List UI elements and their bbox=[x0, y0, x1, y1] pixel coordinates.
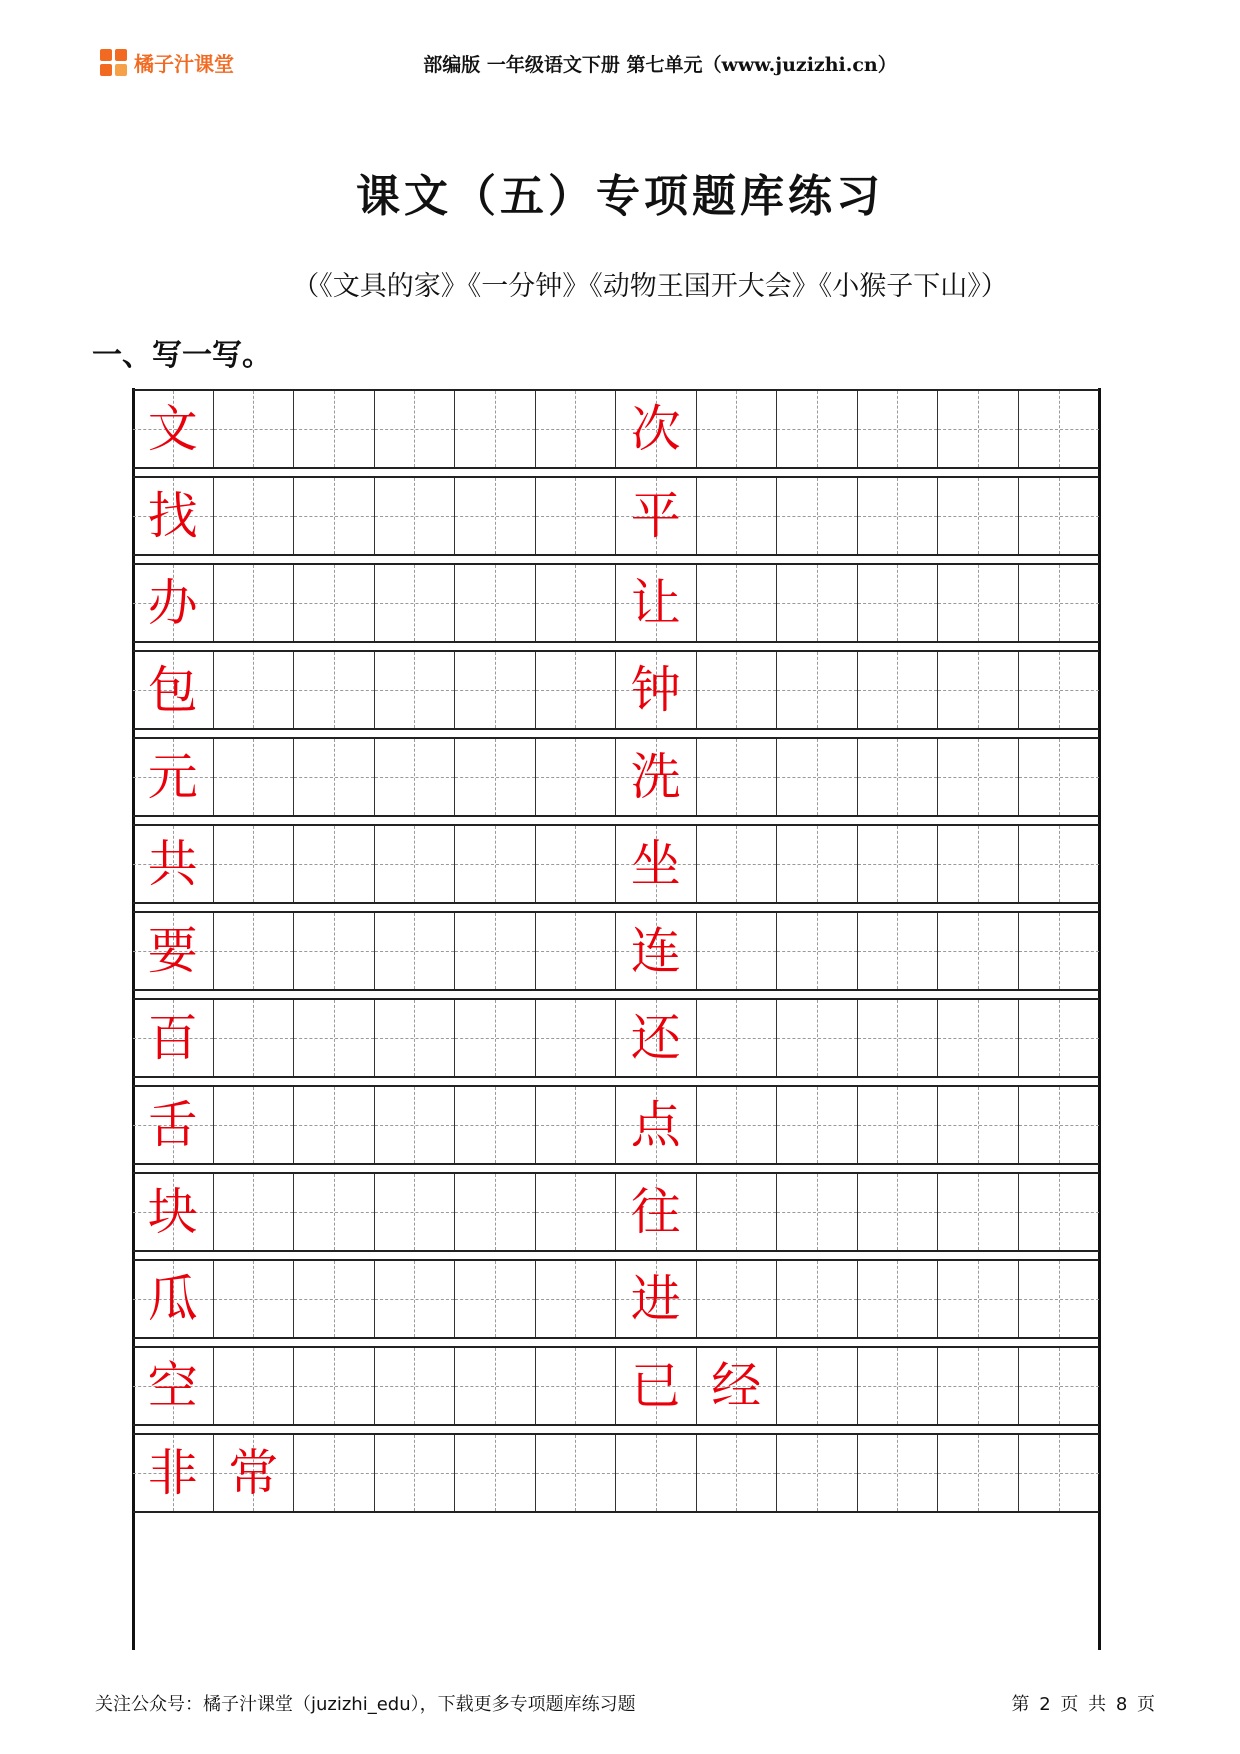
practice-cell[interactable] bbox=[294, 1261, 375, 1337]
practice-cell[interactable] bbox=[455, 652, 536, 728]
practice-cell[interactable] bbox=[777, 478, 858, 554]
practice-cell[interactable] bbox=[455, 826, 536, 902]
practice-cell[interactable] bbox=[133, 391, 214, 467]
practice-cell[interactable] bbox=[697, 1087, 778, 1163]
practice-cell[interactable] bbox=[455, 391, 536, 467]
practice-cell[interactable] bbox=[375, 739, 456, 815]
model-character: 瓜 bbox=[147, 1270, 198, 1328]
practice-cell[interactable] bbox=[616, 913, 697, 989]
practice-cell[interactable] bbox=[133, 652, 214, 728]
model-character: 文 bbox=[147, 400, 198, 458]
practice-cell[interactable] bbox=[777, 652, 858, 728]
practice-cell[interactable] bbox=[133, 1348, 214, 1424]
model-character: 空 bbox=[147, 1357, 198, 1415]
practice-cell[interactable] bbox=[858, 1174, 939, 1250]
model-character: 共 bbox=[147, 835, 198, 893]
practice-cell[interactable] bbox=[938, 1261, 1019, 1337]
practice-cell[interactable] bbox=[938, 1174, 1019, 1250]
practice-cell[interactable] bbox=[697, 1435, 778, 1511]
practice-cell[interactable] bbox=[294, 652, 375, 728]
practice-cell[interactable] bbox=[938, 1000, 1019, 1076]
model-character: 平 bbox=[630, 487, 681, 545]
practice-row bbox=[133, 476, 1099, 556]
practice-row bbox=[133, 389, 1099, 469]
practice-cell[interactable] bbox=[214, 913, 295, 989]
practice-cell[interactable] bbox=[133, 1174, 214, 1250]
practice-cell[interactable] bbox=[375, 1348, 456, 1424]
model-character: 舌 bbox=[147, 1096, 198, 1154]
practice-cell[interactable] bbox=[214, 1261, 295, 1337]
practice-cell[interactable] bbox=[1019, 652, 1100, 728]
practice-cell[interactable] bbox=[938, 565, 1019, 641]
practice-cell[interactable] bbox=[294, 1435, 375, 1511]
header-title: 部编版 一年级语文下册 第七单元（www.juzizhi.cn） bbox=[423, 54, 897, 76]
practice-cell[interactable] bbox=[1019, 1261, 1100, 1337]
practice-cell[interactable] bbox=[938, 1087, 1019, 1163]
practice-cell[interactable] bbox=[616, 1435, 697, 1511]
practice-cell[interactable] bbox=[536, 1174, 617, 1250]
practice-cell[interactable] bbox=[616, 391, 697, 467]
practice-cell[interactable] bbox=[858, 1261, 939, 1337]
practice-cell[interactable] bbox=[133, 1087, 214, 1163]
practice-cell[interactable] bbox=[1019, 913, 1100, 989]
practice-row bbox=[133, 1346, 1099, 1426]
practice-cell[interactable] bbox=[938, 826, 1019, 902]
practice-cell[interactable] bbox=[375, 913, 456, 989]
practice-cell[interactable] bbox=[455, 739, 536, 815]
practice-cell[interactable] bbox=[697, 913, 778, 989]
practice-cell[interactable] bbox=[455, 1348, 536, 1424]
practice-cell[interactable] bbox=[777, 1174, 858, 1250]
practice-cell[interactable] bbox=[294, 565, 375, 641]
practice-cell[interactable] bbox=[294, 739, 375, 815]
practice-cell[interactable] bbox=[938, 913, 1019, 989]
practice-row bbox=[133, 650, 1099, 730]
practice-cell[interactable] bbox=[777, 1435, 858, 1511]
model-character: 常 bbox=[228, 1444, 279, 1502]
practice-cell[interactable] bbox=[697, 739, 778, 815]
practice-cell[interactable] bbox=[133, 1435, 214, 1511]
page-number: 第 2 页 共 8 页 bbox=[1011, 1694, 1155, 1715]
practice-cell[interactable] bbox=[777, 565, 858, 641]
practice-cell[interactable] bbox=[133, 1261, 214, 1337]
practice-cell[interactable] bbox=[536, 826, 617, 902]
practice-cell[interactable] bbox=[536, 391, 617, 467]
practice-cell[interactable] bbox=[133, 826, 214, 902]
practice-cell[interactable] bbox=[214, 1174, 295, 1250]
practice-cell[interactable] bbox=[536, 1435, 617, 1511]
section-heading: 一、写一写。 bbox=[92, 338, 272, 373]
practice-row bbox=[133, 911, 1099, 991]
footer-note: 关注公众号：橘子汁课堂（juzizhi_edu），下载更多专项题库练习题 bbox=[95, 1694, 636, 1715]
practice-cell[interactable] bbox=[455, 565, 536, 641]
practice-cell[interactable] bbox=[455, 1000, 536, 1076]
practice-cell[interactable] bbox=[375, 1000, 456, 1076]
practice-cell[interactable] bbox=[536, 739, 617, 815]
practice-cell[interactable] bbox=[294, 478, 375, 554]
practice-cell[interactable] bbox=[214, 1000, 295, 1076]
practice-cell[interactable] bbox=[375, 391, 456, 467]
model-character: 包 bbox=[147, 661, 198, 719]
practice-cell[interactable] bbox=[133, 565, 214, 641]
model-character: 还 bbox=[630, 1009, 681, 1067]
practice-cell[interactable] bbox=[294, 826, 375, 902]
practice-cell[interactable] bbox=[294, 1348, 375, 1424]
model-character: 找 bbox=[147, 487, 198, 545]
practice-cell[interactable] bbox=[375, 1174, 456, 1250]
practice-cell[interactable] bbox=[455, 1174, 536, 1250]
practice-cell[interactable] bbox=[858, 652, 939, 728]
practice-cell[interactable] bbox=[858, 478, 939, 554]
practice-cell[interactable] bbox=[858, 1348, 939, 1424]
practice-cell[interactable] bbox=[375, 652, 456, 728]
practice-cell[interactable] bbox=[777, 913, 858, 989]
practice-cell[interactable] bbox=[1019, 1087, 1100, 1163]
practice-cell[interactable] bbox=[777, 1000, 858, 1076]
practice-cell[interactable] bbox=[1019, 739, 1100, 815]
model-character: 钟 bbox=[630, 661, 681, 719]
model-character: 洗 bbox=[630, 748, 681, 806]
practice-cell[interactable] bbox=[858, 565, 939, 641]
practice-row bbox=[133, 1085, 1099, 1165]
practice-cell[interactable] bbox=[536, 1261, 617, 1337]
model-character: 元 bbox=[147, 748, 198, 806]
practice-cell[interactable] bbox=[616, 1000, 697, 1076]
practice-cell[interactable] bbox=[375, 1261, 456, 1337]
practice-cell[interactable] bbox=[214, 1348, 295, 1424]
model-character: 进 bbox=[630, 1270, 681, 1328]
practice-cell[interactable] bbox=[616, 478, 697, 554]
lesson-list-subtitle: （《文具的家》《一分钟》《动物王国开大会》《小猴子下山》） bbox=[292, 271, 1008, 302]
practice-cell[interactable] bbox=[1019, 478, 1100, 554]
practice-cell[interactable] bbox=[697, 1348, 778, 1424]
practice-cell[interactable] bbox=[616, 739, 697, 815]
model-character: 次 bbox=[630, 400, 681, 458]
practice-cell[interactable] bbox=[214, 1087, 295, 1163]
practice-cell[interactable] bbox=[455, 478, 536, 554]
practice-cell[interactable] bbox=[1019, 1000, 1100, 1076]
practice-cell[interactable] bbox=[375, 1087, 456, 1163]
practice-cell[interactable] bbox=[375, 826, 456, 902]
practice-row bbox=[133, 824, 1099, 904]
practice-cell[interactable] bbox=[938, 1435, 1019, 1511]
practice-cell[interactable] bbox=[133, 739, 214, 815]
practice-cell[interactable] bbox=[536, 1087, 617, 1163]
practice-row bbox=[133, 1259, 1099, 1339]
practice-cell[interactable] bbox=[536, 1348, 617, 1424]
practice-cell[interactable] bbox=[133, 1000, 214, 1076]
practice-cell[interactable] bbox=[777, 1087, 858, 1163]
practice-cell[interactable] bbox=[294, 1174, 375, 1250]
practice-cell[interactable] bbox=[294, 391, 375, 467]
practice-cell[interactable] bbox=[616, 565, 697, 641]
model-character: 块 bbox=[147, 1183, 198, 1241]
practice-cell[interactable] bbox=[214, 652, 295, 728]
practice-cell[interactable] bbox=[375, 478, 456, 554]
practice-cell[interactable] bbox=[1019, 1174, 1100, 1250]
practice-cell[interactable] bbox=[858, 826, 939, 902]
practice-cell[interactable] bbox=[616, 1348, 697, 1424]
practice-cell[interactable] bbox=[858, 739, 939, 815]
model-character: 点 bbox=[630, 1096, 681, 1154]
practice-cell[interactable] bbox=[214, 391, 295, 467]
model-character: 百 bbox=[147, 1009, 198, 1067]
practice-cell[interactable] bbox=[697, 1261, 778, 1337]
practice-row bbox=[133, 737, 1099, 817]
practice-cell[interactable] bbox=[697, 565, 778, 641]
practice-cell[interactable] bbox=[214, 826, 295, 902]
model-character: 往 bbox=[630, 1183, 681, 1241]
practice-cell[interactable] bbox=[536, 652, 617, 728]
practice-cell[interactable] bbox=[697, 1000, 778, 1076]
writing-grid bbox=[133, 388, 1099, 1650]
practice-cell[interactable] bbox=[375, 565, 456, 641]
practice-cell[interactable] bbox=[214, 1435, 295, 1511]
practice-cell[interactable] bbox=[536, 478, 617, 554]
practice-cell[interactable] bbox=[858, 391, 939, 467]
practice-cell[interactable] bbox=[214, 478, 295, 554]
practice-cell[interactable] bbox=[455, 1087, 536, 1163]
practice-cell[interactable] bbox=[858, 913, 939, 989]
practice-cell[interactable] bbox=[1019, 826, 1100, 902]
practice-cell[interactable] bbox=[214, 739, 295, 815]
practice-cell[interactable] bbox=[455, 913, 536, 989]
practice-cell[interactable] bbox=[697, 391, 778, 467]
practice-cell[interactable] bbox=[1019, 391, 1100, 467]
practice-cell[interactable] bbox=[777, 826, 858, 902]
practice-row bbox=[133, 1172, 1099, 1252]
practice-cell[interactable] bbox=[858, 1087, 939, 1163]
page-title: 课文（五）专项题库练习 bbox=[356, 171, 884, 222]
practice-cell[interactable] bbox=[616, 1174, 697, 1250]
logo-text: 橘子汁课堂 bbox=[134, 52, 234, 76]
practice-cell[interactable] bbox=[697, 652, 778, 728]
practice-cell[interactable] bbox=[938, 478, 1019, 554]
practice-cell[interactable] bbox=[294, 1000, 375, 1076]
practice-cell[interactable] bbox=[133, 913, 214, 989]
practice-cell[interactable] bbox=[616, 652, 697, 728]
practice-cell[interactable] bbox=[536, 1000, 617, 1076]
practice-cell[interactable] bbox=[294, 913, 375, 989]
model-character: 经 bbox=[711, 1357, 762, 1415]
model-character: 连 bbox=[630, 922, 681, 980]
practice-cell[interactable] bbox=[777, 1261, 858, 1337]
practice-cell[interactable] bbox=[858, 1000, 939, 1076]
model-character: 非 bbox=[147, 1444, 198, 1502]
practice-cell[interactable] bbox=[1019, 565, 1100, 641]
model-character: 要 bbox=[147, 922, 198, 980]
practice-cell[interactable] bbox=[616, 826, 697, 902]
practice-cell[interactable] bbox=[455, 1435, 536, 1511]
practice-cell[interactable] bbox=[697, 1174, 778, 1250]
model-character: 让 bbox=[630, 574, 681, 632]
practice-cell[interactable] bbox=[777, 739, 858, 815]
practice-row bbox=[133, 998, 1099, 1078]
model-character: 坐 bbox=[630, 835, 681, 893]
practice-cell[interactable] bbox=[777, 1348, 858, 1424]
model-character: 办 bbox=[147, 574, 198, 632]
practice-cell[interactable] bbox=[938, 739, 1019, 815]
practice-cell[interactable] bbox=[616, 1261, 697, 1337]
practice-cell[interactable] bbox=[858, 1435, 939, 1511]
practice-cell[interactable] bbox=[536, 913, 617, 989]
practice-cell[interactable] bbox=[938, 391, 1019, 467]
practice-row bbox=[133, 563, 1099, 643]
practice-cell[interactable] bbox=[938, 1348, 1019, 1424]
practice-row bbox=[133, 1433, 1099, 1513]
practice-cell[interactable] bbox=[214, 565, 295, 641]
practice-cell[interactable] bbox=[1019, 1348, 1100, 1424]
practice-cell[interactable] bbox=[455, 1261, 536, 1337]
practice-cell[interactable] bbox=[133, 478, 214, 554]
practice-cell[interactable] bbox=[294, 1087, 375, 1163]
practice-cell[interactable] bbox=[697, 826, 778, 902]
model-character: 已 bbox=[630, 1357, 681, 1415]
practice-cell[interactable] bbox=[375, 1435, 456, 1511]
practice-cell[interactable] bbox=[536, 565, 617, 641]
practice-cell[interactable] bbox=[1019, 1435, 1100, 1511]
practice-cell[interactable] bbox=[938, 652, 1019, 728]
practice-cell[interactable] bbox=[777, 391, 858, 467]
practice-cell[interactable] bbox=[697, 478, 778, 554]
practice-cell[interactable] bbox=[616, 1087, 697, 1163]
